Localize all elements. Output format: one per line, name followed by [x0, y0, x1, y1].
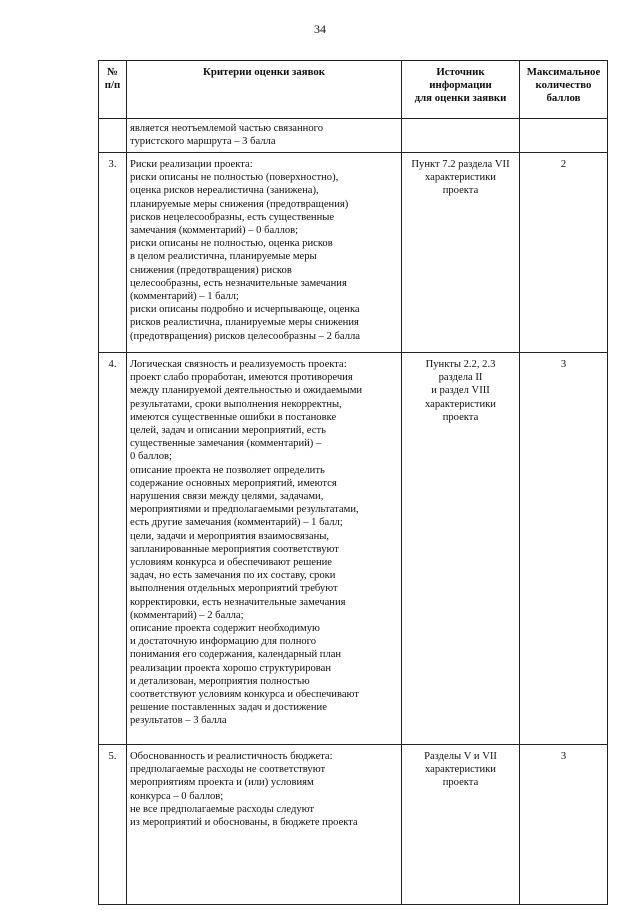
- text-line: является неотъемлемой частью связанного: [130, 123, 324, 134]
- text-line: и достаточную информацию для полного: [130, 636, 317, 648]
- criterion-text: [127, 153, 402, 353]
- max-points: 2: [520, 153, 608, 353]
- text-line: описание проекта не позволяет определить: [130, 464, 325, 476]
- text-line: рисков реалистична, планируемые меры снижения: [130, 317, 359, 329]
- text-line: целесообразны, есть незначительные замечания: [130, 277, 347, 289]
- text-line: риски описаны не полностью (поверхностно),: [130, 172, 339, 184]
- text-line: целей, задач и описании мероприятий, есть: [130, 425, 326, 437]
- text-line: реализации проекта хорошо структурирован: [130, 662, 332, 674]
- text-line: мероприятиями и предполагаемыми результатами,: [130, 504, 359, 516]
- text-line: существенные замечания (комментарий) –: [130, 438, 322, 450]
- text-line: туристского маршрута – 3 балла: [130, 136, 276, 148]
- source-info: [402, 745, 520, 905]
- text-line: и раздел VIII: [431, 385, 490, 397]
- text-line: Обоснованность и реалистичность бюджета:: [130, 751, 333, 762]
- text-line: в целом реалистична, планируемые меры: [130, 251, 317, 263]
- source-info: [402, 153, 520, 353]
- text-line: не все предполагаемые расходы следуют: [130, 803, 315, 815]
- row-number: 4.: [99, 353, 127, 745]
- text-line: из мероприятий и обоснованы, в бюджете проекта: [130, 817, 358, 829]
- text-line: соответствуют условиям конкурса и обеспечивают: [130, 689, 359, 701]
- text-line: риски описаны подробно и исчерпывающе, оценка: [130, 304, 360, 316]
- text-line: Пункт 7.2 раздела VII: [411, 159, 510, 170]
- text-line: между планируемой деятельностью и ожидаемыми: [130, 385, 363, 397]
- text-line: 0 баллов;: [130, 451, 172, 463]
- text-line: выполнения отдельных мероприятий требуют: [130, 583, 338, 595]
- text-line: конкурса – 0 баллов;: [130, 790, 224, 802]
- text-line: мероприятиям проекта и (или) условиям: [130, 777, 314, 789]
- text-line: и детализован, мероприятия полностью: [130, 675, 310, 687]
- header-max-points: Максимальное количество баллов: [520, 61, 608, 119]
- text-line: Пункты 2.2, 2.3: [425, 359, 496, 370]
- header-criteria: Критерии оценки заявок: [127, 61, 402, 119]
- text-line: понимания его содержания, календарный план: [130, 649, 342, 661]
- text-line: решение поставленных задач и достижение: [130, 702, 327, 714]
- table-header-row: [99, 61, 608, 119]
- text-line: предполагаемые расходы не соответствуют: [130, 764, 326, 776]
- text-line: условиям конкурса и обеспечивают решение: [130, 557, 332, 569]
- text-line: Разделы V и VII: [424, 751, 497, 762]
- text-line: задач, но есть замечания по их составу, сроки: [130, 570, 336, 582]
- text-line: (комментарий) – 2 балла;: [130, 609, 244, 621]
- table-row: [99, 745, 608, 905]
- max-points: 3: [520, 353, 608, 745]
- text-line: проекта: [442, 411, 479, 423]
- criterion-text: [127, 353, 402, 745]
- header-num: № п/п: [99, 61, 127, 119]
- text-line: (предотвращения) рисков целесообразны – 2 балла: [130, 330, 360, 342]
- criterion-text: [127, 745, 402, 905]
- text-line: рисков нецелесообразны, есть существенные: [130, 211, 335, 223]
- text-line: (комментарий) – 1 балл;: [130, 291, 239, 303]
- row-number: 5.: [99, 745, 127, 905]
- continuation-text: [127, 119, 402, 153]
- text-line: замечания (комментарий) – 0 баллов;: [130, 225, 299, 237]
- text-line: есть другие замечания (комментарий) – 1 балл;: [130, 517, 343, 529]
- text-line: цели, задачи и мероприятия взаимосвязаны,: [130, 530, 330, 542]
- text-line: характеристики: [425, 398, 496, 410]
- text-line: раздела II: [438, 372, 483, 384]
- table-row: [99, 153, 608, 353]
- max-points: 3: [520, 745, 608, 905]
- page-number: 34: [314, 22, 326, 36]
- text-line: результатов – 3 балла: [130, 715, 227, 727]
- text-line: Риски реализации проекта:: [130, 159, 253, 170]
- text-line: нарушения связи между целями, задачами,: [130, 491, 324, 503]
- text-line: корректировки, есть незначительные замечания: [130, 596, 346, 608]
- text-line: проекта: [442, 185, 479, 197]
- text-line: планируемые меры снижения (предотвращения): [130, 198, 349, 210]
- text-line: риски описаны не полностью, оценка рисков: [130, 238, 333, 250]
- text-line: оценка рисков нереалистична (занижена),: [130, 185, 319, 197]
- criteria-table: [98, 60, 608, 905]
- text-line: результатами, сроки выполнения некорректны,: [130, 398, 342, 410]
- source-info: [402, 353, 520, 745]
- text-line: проекта: [442, 777, 479, 789]
- header-source: Источник информации для оценки заявки: [402, 61, 520, 119]
- row-number: 3.: [99, 153, 127, 353]
- text-line: Логическая связность и реализуемость проекта:: [130, 359, 347, 370]
- text-line: содержание основных мероприятий, имеются: [130, 477, 337, 489]
- text-line: описание проекта содержит необходимую: [130, 623, 320, 635]
- text-line: снижения (предотвращения) рисков: [130, 264, 292, 276]
- text-line: запланированные мероприятия соответствуют: [130, 543, 339, 555]
- continuation-row: [99, 119, 608, 153]
- text-line: проект слабо проработан, имеются противоречия: [130, 372, 353, 384]
- table-row: [99, 353, 608, 745]
- text-line: характеристики: [425, 764, 496, 776]
- text-line: характеристики: [425, 172, 496, 184]
- text-line: имеются существенные ошибки в постановке: [130, 411, 337, 423]
